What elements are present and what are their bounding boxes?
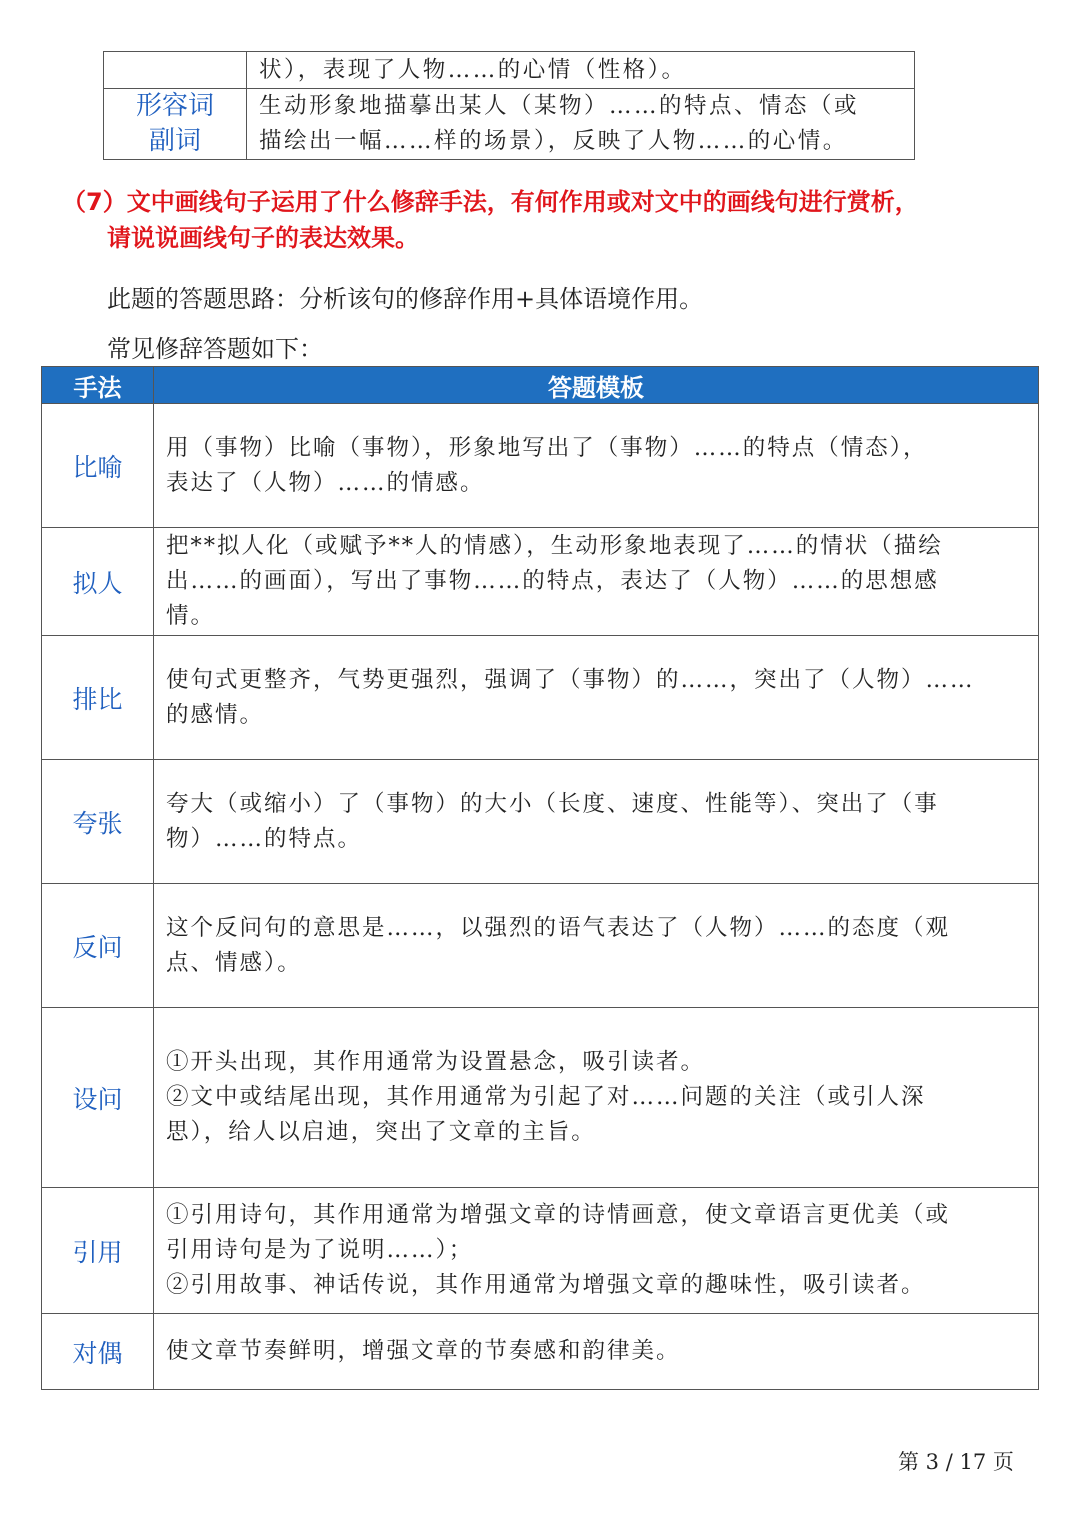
template-text: [154, 884, 1039, 1008]
table-row: [42, 884, 1039, 1008]
text-line: ②文中或结尾出现，其作用通常为引起了对……问题的关注（或引人深: [166, 1084, 926, 1110]
template-text: [154, 1008, 1039, 1188]
rhetoric-table: [41, 366, 1039, 1390]
technique-name: 夸张: [42, 760, 154, 884]
text-line: 使文章节奏鲜明，增强文章的节奏感和韵律美。: [166, 1338, 681, 1364]
text-line: 生动形象地描摹出某人（某物）……的特点、情态（或: [259, 93, 860, 119]
text-line: 使句式更整齐，气势更强烈，强调了（事物）的……，突出了（人物）……: [166, 666, 975, 693]
text-line: 思），给人以启迪，突出了文章的主旨。: [166, 1119, 596, 1145]
label-line: 形容词: [135, 91, 214, 121]
table-row: [42, 1188, 1039, 1314]
table-row: [42, 528, 1039, 636]
template-text: [247, 89, 915, 160]
page-number: 第 3 / 17 页: [898, 1450, 1014, 1474]
technique-name: 反问: [42, 884, 154, 1008]
text-line: 出……的画面），写出了事物……的特点，表达了（人物）……的思想感: [166, 568, 939, 594]
template-text: [154, 636, 1039, 760]
table-row: [42, 760, 1039, 884]
approach-text: 分析该句的修辞作用+具体语境作用。: [299, 285, 704, 313]
technique-name: 对偶: [42, 1314, 154, 1390]
text-line: 点、情感）。: [166, 949, 302, 976]
table-header-row: [42, 367, 1039, 404]
answer-approach: [107, 282, 703, 316]
technique-name: 比喻: [42, 404, 154, 528]
template-text: [154, 760, 1039, 884]
text-line: 引用诗句是为了说明……）；: [166, 1237, 474, 1263]
common-intro: 常见修辞答题如下：: [107, 335, 323, 363]
text-line: 情。: [166, 603, 216, 629]
text-line: ①引用诗句，其作用通常为增强文章的诗情画意，使文章语言更优美（或: [166, 1202, 951, 1228]
text-line: 的感情。: [166, 701, 265, 728]
table-row: [42, 1314, 1039, 1390]
text-line: 表达了（人物）……的情感。: [166, 469, 485, 496]
label-line: 副词: [148, 126, 201, 156]
template-text: [154, 528, 1039, 636]
text-line: ②引用故事、神话传说，其作用通常为增强文章的趣味性，吸引读者。: [166, 1272, 926, 1298]
technique-name: 排比: [42, 636, 154, 760]
text-line: 用（事物）比喻（事物），形象地写出了（事物）……的特点（情态），: [166, 434, 928, 461]
column-header-template: 答题模板: [154, 367, 1039, 404]
question-line: 请说说画线句子的表达效果。: [107, 224, 419, 252]
template-text: [154, 1188, 1039, 1314]
table-row: [104, 89, 915, 160]
approach-label: 此题的答题思路：: [107, 285, 299, 313]
template-text: [154, 1314, 1039, 1390]
template-text: [247, 52, 915, 89]
text-line: 描绘出一幅……样的场景），反映了人物……的心情。: [259, 128, 848, 154]
column-header-technique: 手法: [42, 367, 154, 404]
question-heading: [62, 184, 1037, 256]
table-row: [104, 52, 915, 89]
word-type-label: [104, 89, 247, 160]
technique-name: 引用: [42, 1188, 154, 1314]
text-line: 状），表现了人物……的心情（性格）。: [259, 56, 687, 83]
table-row: [42, 404, 1039, 528]
text-line: 物）……的特点。: [166, 825, 363, 852]
text-line: ①开头出现，其作用通常为设置悬念，吸引读者。: [166, 1049, 706, 1075]
table-row: [42, 636, 1039, 760]
text-line: 夸大（或缩小）了（事物）的大小（长度、速度、性能等）、突出了（事: [166, 790, 939, 817]
text-line: 这个反问句的意思是……，以强烈的语气表达了（人物）……的态度（观: [166, 914, 951, 941]
word-type-table: [103, 51, 915, 160]
text-line: 把**拟人化（或赋予**人的情感），生动形象地表现了……的情状（描绘: [166, 533, 943, 559]
table-row: [42, 1008, 1039, 1188]
technique-name: 拟人: [42, 528, 154, 636]
technique-name: 设问: [42, 1008, 154, 1188]
word-type-label: [104, 52, 247, 89]
template-text: [154, 404, 1039, 528]
question-line: （7）文中画线句子运用了什么修辞手法，有何作用或对文中的画线句进行赏析，: [62, 188, 919, 216]
